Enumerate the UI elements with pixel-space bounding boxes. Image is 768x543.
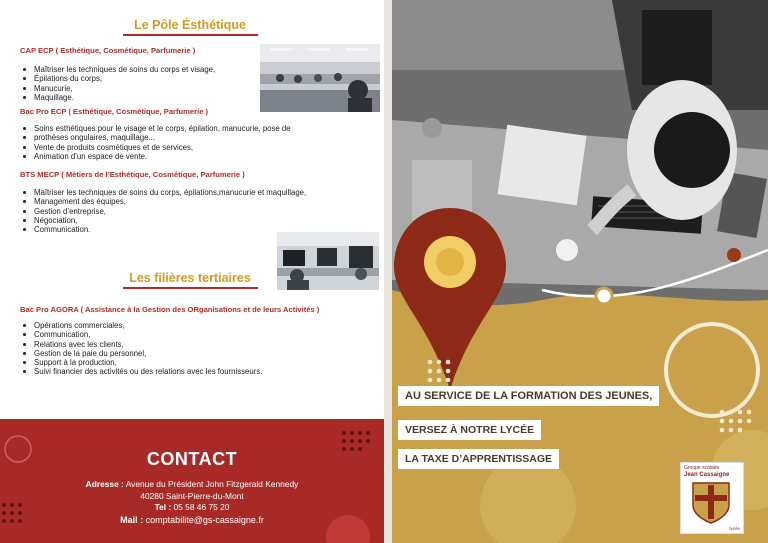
esthetique-title-text: Le Pôle Ésthétique xyxy=(134,18,246,32)
contact-mail-line xyxy=(0,515,384,525)
banner-line1: AU SERVICE DE LA FORMATION DES JEUNES, xyxy=(398,386,659,406)
list-item: Animation d’un espace de vente. xyxy=(20,152,291,161)
contact-tel-line xyxy=(0,502,384,512)
list-item: Épilations du corps, xyxy=(20,74,215,83)
title-underline xyxy=(123,34,258,36)
shield-icon xyxy=(691,481,731,525)
tertiaire-title-text: Les filières tertiaires xyxy=(129,271,251,285)
tel-label: Tel : xyxy=(154,502,172,512)
tertiaire-section-title xyxy=(100,271,280,289)
list-item: Relations avec les clients, xyxy=(20,340,262,349)
right-page xyxy=(392,0,768,543)
list-item: Management des équipes, xyxy=(20,197,306,206)
program-cap-heading: CAP ECP ( Esthétique, Cosmétique, Parfumerie ) xyxy=(20,46,196,55)
contact-title: CONTACT xyxy=(146,449,238,469)
list-item: Gestion d’entreprise, xyxy=(20,207,306,216)
logo-line2: Jean Cassaigne xyxy=(684,472,730,478)
contact-block xyxy=(0,419,384,543)
mail-value[interactable]: comptabilite@gs-cassaigne.fr xyxy=(145,515,264,525)
list-item: Maîtriser les techniques de soins du corps et visage, xyxy=(20,65,215,74)
contact-address-line1 xyxy=(0,479,384,489)
program-bts-list xyxy=(20,188,306,234)
address-line1: Avenue du Président John Fitzgerald Kennedy xyxy=(125,479,299,489)
program-bts-heading: BTS MECP ( Métiers de l’Esthétique, Cosmétique, Parfumerie ) xyxy=(20,170,245,179)
office-photo xyxy=(277,232,379,290)
list-item: Communication, xyxy=(20,330,262,339)
program-bacpro-ecp-heading: Bac Pro ECP ( Esthétique, Cosmétique, Parfumerie ) xyxy=(20,107,209,116)
classroom-photo-illustration xyxy=(260,44,380,112)
mail-label: Mail : xyxy=(120,515,144,525)
program-bacpro-ecp-list xyxy=(20,124,291,161)
program-agora-list xyxy=(20,321,262,377)
banner-line3: LA TAXE D’APPRENTISSAGE xyxy=(398,449,559,469)
program-cap-list xyxy=(20,65,215,102)
list-item: Maîtriser les techniques de soins du corps, épilations,manucurie et maquillage, xyxy=(20,188,306,197)
tel-value: 05 58 46 75 20 xyxy=(173,502,230,512)
list-item: Maquillage. xyxy=(20,93,215,102)
list-item: Vente de produits cosmétiques et de services, xyxy=(20,143,291,152)
list-item: Support à la production, xyxy=(20,358,262,367)
logo-line1: Groupe scolaire xyxy=(684,465,720,471)
list-item: Suivi financier des activités ou des relations avec les fournisseurs. xyxy=(20,367,262,376)
list-item: Soins esthétiques pour le visage et le corps, épilation, manucurie, pose de xyxy=(20,124,291,133)
list-item: Gestion de la paie du personnel, xyxy=(20,349,262,358)
esthetique-section-title xyxy=(100,18,280,36)
page-fold xyxy=(384,0,392,543)
list-item: Opérations commerciales, xyxy=(20,321,262,330)
address-line2: 40280 Saint-Pierre-du-Mont xyxy=(140,491,244,501)
program-agora-heading: Bac Pro AGORA ( Assistance à la Gestion des ORganisations et de leurs Activités ) xyxy=(20,305,320,314)
list-item: Négociation, xyxy=(20,216,306,225)
title-underline xyxy=(123,287,258,289)
classroom-photo xyxy=(260,44,380,112)
list-item: prothèses ongulaires, maquillage... xyxy=(20,133,291,142)
office-photo-illustration xyxy=(277,232,379,290)
address-label: Adresse : xyxy=(85,479,124,489)
logo-footer: lycée xyxy=(729,526,740,531)
list-item: Manucurie, xyxy=(20,84,215,93)
banner-line2: VERSEZ À NOTRE LYCÉE xyxy=(398,420,541,440)
list-item: Communication. xyxy=(20,225,306,234)
school-logo xyxy=(680,462,744,534)
